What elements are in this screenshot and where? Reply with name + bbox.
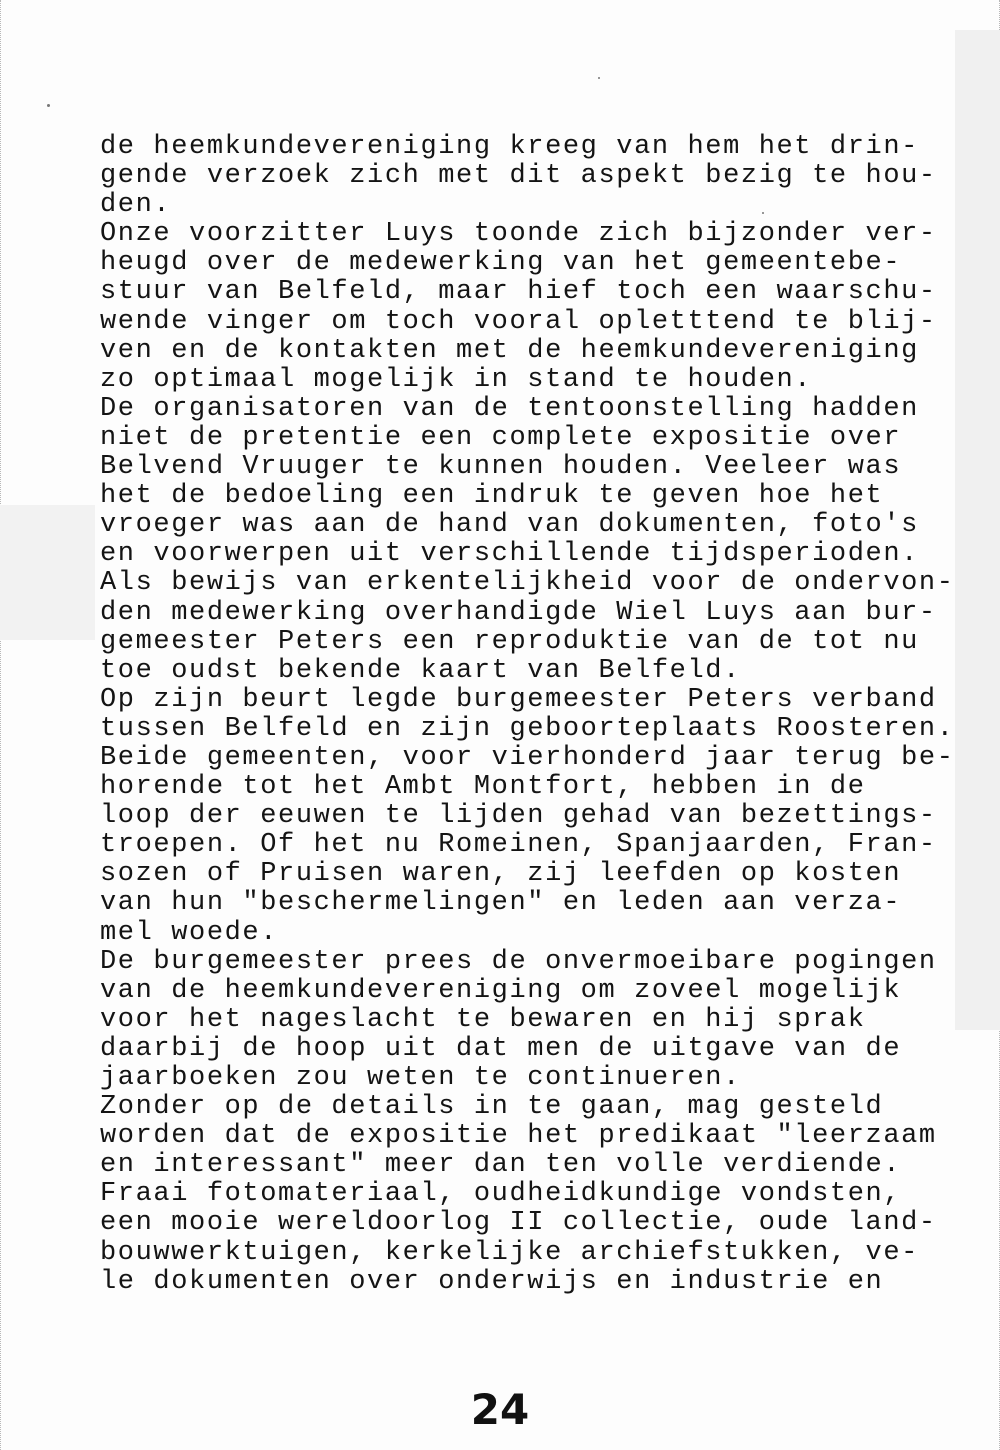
text-line: den. xyxy=(100,190,172,221)
text-line: en interessant" meer dan ten volle verdiende. xyxy=(100,1150,902,1181)
page-edge-left xyxy=(0,0,3,1450)
text-line: van hun "beschermelingen" en leden aan verza- xyxy=(100,888,902,919)
text-line: en voorwerpen uit verschillende tijdsperioden. xyxy=(100,539,919,570)
text-line: vroeger was aan de hand van dokumenten, foto's xyxy=(100,510,919,541)
text-line: jaarboeken zou weten te continueren. xyxy=(100,1063,741,1093)
scan-shadow-left xyxy=(0,505,95,640)
text-line: de heemkundevereniging kreeg van hem het drin- xyxy=(100,132,919,162)
text-line: worden dat de expositie het predikaat "leerzaam xyxy=(100,1121,937,1152)
text-line: Belvend Vruuger te kunnen houden. Veeleer was xyxy=(100,452,902,483)
text-line: Op zijn beurt legde burgemeester Peters verband xyxy=(100,684,937,715)
text-line: toe oudst bekende kaart van Belfeld. xyxy=(100,655,741,686)
text-line: stuur van Belfeld, maar hief toch een waarschu- xyxy=(100,277,937,308)
text-line: tussen Belfeld en zijn geboorteplaats Roosteren. xyxy=(100,713,955,744)
page-number: 24 xyxy=(470,1385,530,1434)
text-line: daarbij de hoop uit dat men de uitgave van de xyxy=(100,1033,902,1064)
text-line: horende tot het Ambt Montfort, hebben in de xyxy=(100,772,866,803)
typewritten-body-text xyxy=(100,133,980,1297)
text-line: gende verzoek zich met dit aspekt bezig te hou- xyxy=(100,161,937,192)
text-line: Beide gemeenten, voor vierhonderd jaar terug be- xyxy=(100,742,955,773)
text-line: ven en de kontakten met de heemkundevereniging xyxy=(100,335,919,366)
text-line: het de bedoeling een indruk te geven hoe het xyxy=(100,481,884,512)
text-line: troepen. Of het nu Romeinen, Spanjaarden, Fran- xyxy=(100,830,937,861)
text-line: sozen of Pruisen waren, zij leefden op kosten xyxy=(100,859,902,890)
scan-speck xyxy=(47,104,50,107)
text-line: een mooie wereldoorlog II collectie, oude land- xyxy=(100,1208,937,1239)
text-line: loop der eeuwen te lijden gehad van bezettings- xyxy=(100,801,937,832)
text-line: Fraai fotomateriaal, oudheidkundige vondsten, xyxy=(100,1179,902,1210)
text-line: Zonder op de details in te gaan, mag gesteld xyxy=(100,1092,884,1123)
text-line: De organisatoren van de tentoonstelling hadden xyxy=(100,393,919,424)
text-line: mel woede. xyxy=(100,917,279,948)
text-line: den medewerking overhandigde Wiel Luys aan bur- xyxy=(100,597,937,628)
text-line: le dokumenten over onderwijs en industrie en xyxy=(100,1266,884,1297)
text-line: Onze voorzitter Luys toonde zich bijzonder ver- xyxy=(100,219,937,250)
text-line: De burgemeester prees de onvermoeibare pogingen xyxy=(100,946,937,977)
text-line: van de heemkundevereniging om zoveel mogelijk xyxy=(100,975,902,1006)
text-line: Als bewijs van erkentelijkheid voor de ondervon- xyxy=(100,568,955,599)
text-line: gemeester Peters een reproduktie van de tot nu xyxy=(100,626,919,657)
text-line: bouwwerktuigen, kerkelijke archiefstukken, ve- xyxy=(100,1237,919,1268)
text-line: niet de pretentie een complete expositie over xyxy=(100,422,902,453)
text-line: zo optimaal mogelijk in stand te houden. xyxy=(100,364,813,395)
text-line: heugd over de medewerking van het gemeentebe- xyxy=(100,248,902,279)
scan-speck xyxy=(598,77,600,79)
text-line: voor het nageslacht te bewaren en hij sprak xyxy=(100,1004,866,1035)
text-line: wende vinger om toch vooral opletttend te blij- xyxy=(100,306,937,337)
